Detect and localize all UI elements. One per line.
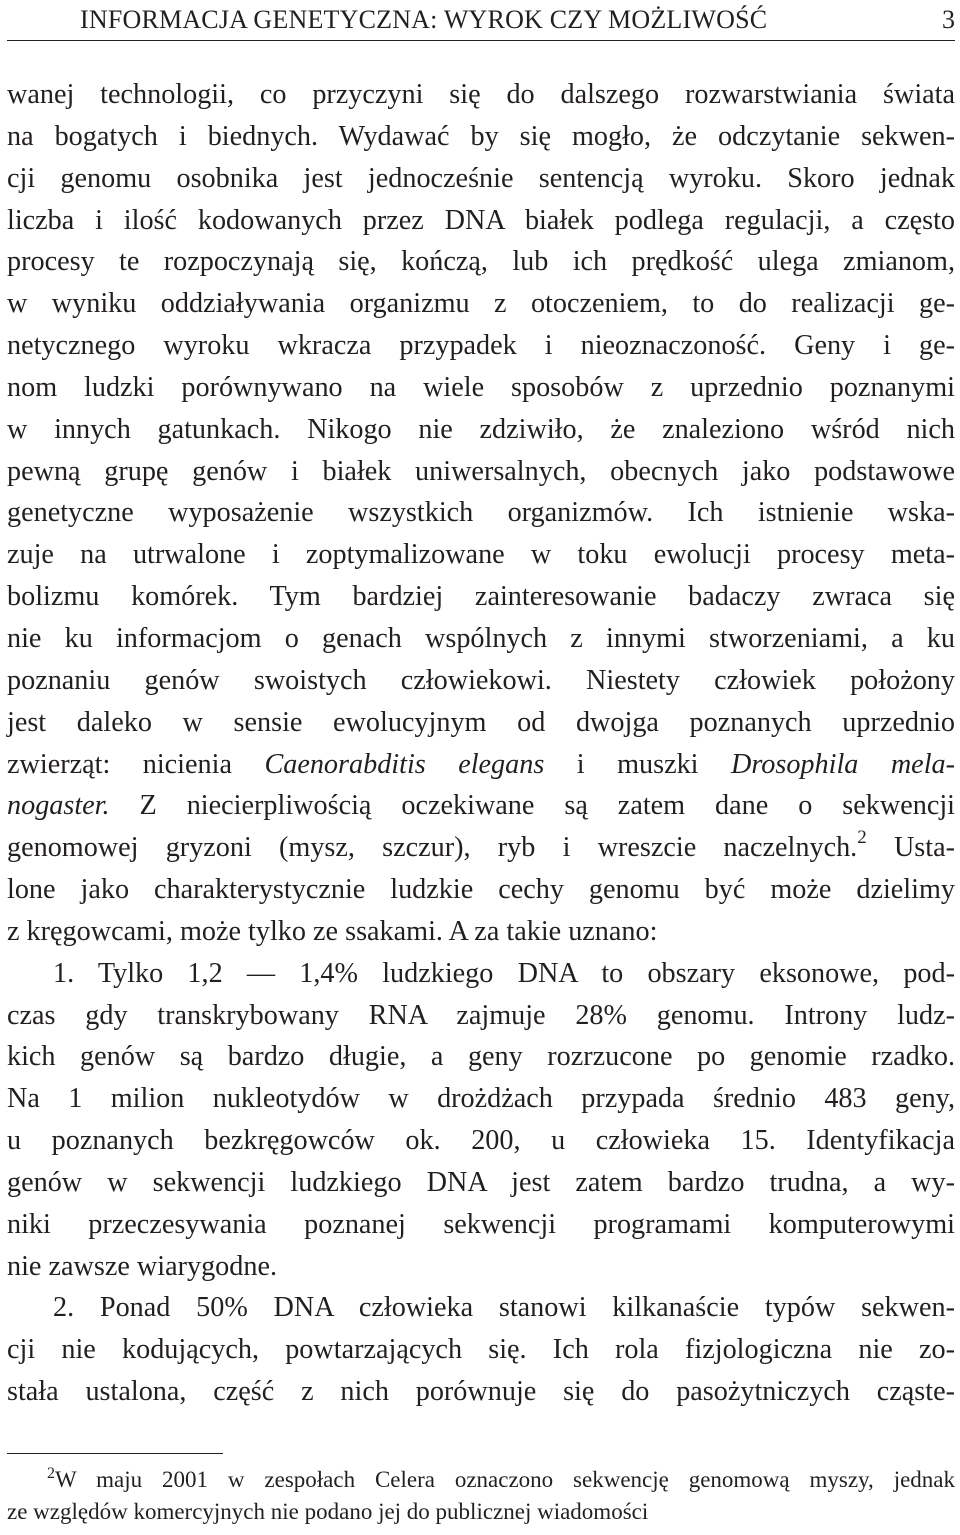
text-run: Z niecierpliwością oczekiwane są zatem dane o sekwencji [109, 790, 955, 822]
footnote-ref[interactable]: 2 [857, 827, 867, 849]
body-text [7, 74, 955, 1413]
body-line: genetyczne wyposażenie wszystkich organizmów. Ich istnienie wska- [7, 497, 955, 529]
body-line: wanej technologii, co przyczyni się do dalszego rozwarstwiania świata [7, 79, 955, 110]
body-line: w innych gatunkach. Nikogo nie zdziwiło, że znaleziono wśród nich [7, 413, 955, 445]
list-item-2-line: cji nie kodujących, powtarzających się. Ich rola fizjologiczna nie zo- [7, 1334, 955, 1366]
footnote-line: ze względów komercyjnych nie podano jej do publicznej wiadomości [7, 1499, 649, 1524]
footnote-line [7, 1464, 955, 1496]
running-header-title: INFORMACJA GENETYCZNA: WYROK CZY MOŻLIWOŚĆ [80, 5, 768, 34]
body-line: lone jako charakterystycznie ludzkie cechy genomu być może dzielimy [7, 874, 955, 906]
text-run: zwierząt: nicienia [7, 748, 265, 780]
body-line: zuje na utrwalone i zoptymalizowane w toku ewolucji procesy meta- [7, 539, 955, 571]
list-item-1-line: czas gdy transkrybowany RNA zajmuje 28% genomu. Introny ludz- [7, 999, 955, 1031]
body-line: liczba i ilość kodowanych przez DNA białek podlega regulacji, a często [7, 204, 955, 236]
text-run: genomowej gryzoni (mysz, szczur), ryb i wreszcie naczelnych. [7, 832, 858, 864]
body-line: z kręgowcami, może tylko ze ssakami. A za takie uznano: [7, 915, 658, 947]
body-line-species [7, 744, 955, 786]
species-name-drosophila: Drosophila mela- [730, 748, 956, 780]
footnote [7, 1464, 955, 1528]
body-line: cji genomu osobnika jest jednocześnie sentencją wyroku. Skoro jednak [7, 162, 955, 194]
body-line: bolizmu komórek. Tym bardziej zainteresowanie badaczy zwraca się [7, 581, 955, 613]
body-line: procesy te rozpoczynają się, kończą, lub ich prędkość ulega zmianom, [7, 246, 955, 278]
body-line: nie ku informacjom o genach wspólnych z innymi stworzeniami, a ku [7, 622, 955, 654]
footnote-text: W maju 2001 w zespołach Celera oznaczono sekwencję genomową myszy, jednak [55, 1467, 955, 1492]
header-rule [7, 40, 955, 41]
body-line-species [7, 785, 955, 827]
list-item-1-line: kich genów są bardzo długie, a geny rozrzucone po genomie rzadko. [7, 1041, 955, 1073]
list-item-2-line: 2. Ponad 50% DNA człowieka stanowi kilkanaście typów sekwen- [53, 1292, 955, 1324]
list-item-1-line: niki przeczesywania poznanej sekwencji programami komputerowymi [7, 1208, 955, 1240]
body-line-footnote-ref [7, 827, 955, 869]
body-line: w wyniku oddziaływania organizmu z otoczeniem, to do realizacji ge- [7, 288, 955, 320]
list-item-2-line: stała ustalona, część z nich porównuje się do pasożytniczych cząste- [7, 1376, 955, 1408]
body-line: jest daleko w sensie ewolucyjnym od dwojga poznanych uprzednio [7, 706, 955, 738]
body-line: nom ludzki porównywano na wiele sposobów z uprzednio poznanymi [7, 371, 955, 403]
body-line: netycznego wyroku wkracza przypadek i nieoznaczoność. Geny i ge- [7, 330, 955, 362]
list-item-1-line: nie zawsze wiarygodne. [7, 1250, 278, 1282]
footnote-number: 2 [47, 1465, 55, 1482]
species-name-drosophila-cont: nogaster. [7, 790, 110, 822]
body-line: pewną grupę genów i białek uniwersalnych, obecnych jako podstawowe [7, 455, 955, 487]
list-item-1-line: 1. Tylko 1,2 — 1,4% ludzkiego DNA to obszary eksonowe, pod- [53, 957, 955, 989]
page-number: 3 [942, 5, 955, 34]
body-line: na bogatych i biednych. Wydawać by się mogło, że odczytanie sekwen- [7, 120, 955, 152]
species-name-caenorhabditis: Caenorabditis elegans [264, 748, 545, 780]
list-item-1-line: Na 1 milion nukleotydów w drożdżach przypada średnio 483 geny, [7, 1083, 955, 1115]
running-header [7, 4, 955, 40]
list-item-1-line: u poznanych bezkręgowców ok. 200, u człowieka 15. Identyfikacja [7, 1125, 955, 1157]
body-line: poznaniu genów swoistych człowiekowi. Niestety człowiek położony [7, 664, 955, 696]
list-item-1-line: genów w sekwencji ludzkiego DNA jest zatem bardzo trudna, a wy- [7, 1166, 955, 1198]
footnote-rule [7, 1453, 223, 1454]
text-run: i muszki [544, 748, 731, 780]
text-run: Usta- [866, 832, 955, 864]
